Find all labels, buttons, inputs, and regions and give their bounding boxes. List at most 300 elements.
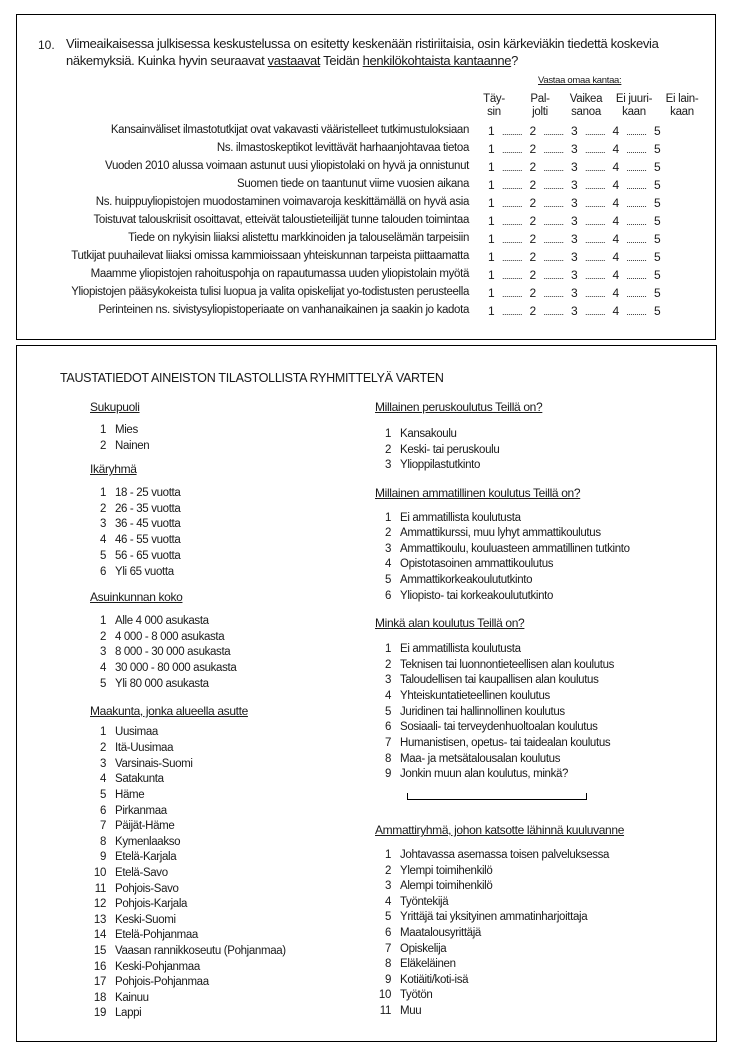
option-label: Itä-Uusimaa bbox=[115, 742, 174, 754]
region-option[interactable] bbox=[90, 929, 198, 941]
rating-option-1[interactable]: 1 bbox=[488, 124, 495, 138]
rating-option-3[interactable]: 3 bbox=[570, 196, 578, 210]
field-of-education-option[interactable] bbox=[375, 690, 550, 702]
dot-leader: .......... bbox=[543, 217, 564, 227]
region-option[interactable] bbox=[90, 976, 209, 988]
dot-leader: .......... bbox=[584, 307, 605, 317]
rating-option-2[interactable]: 2 bbox=[529, 160, 536, 174]
age-group-title: Ikäryhmä bbox=[90, 462, 137, 476]
rating-option-4[interactable]: 4 bbox=[612, 304, 619, 318]
vocational-education-option[interactable] bbox=[375, 512, 521, 524]
option-number[interactable]: 15 bbox=[93, 945, 106, 957]
field-of-education-option[interactable] bbox=[375, 706, 565, 718]
option-number[interactable]: 19 bbox=[93, 1007, 106, 1019]
option-label: Varsinais-Suomi bbox=[115, 758, 193, 770]
vocational-education-option[interactable] bbox=[375, 558, 553, 570]
dot-leader: .......... bbox=[584, 217, 605, 227]
occupation-group-option[interactable] bbox=[375, 865, 492, 877]
option-number[interactable]: 1 bbox=[384, 428, 391, 440]
option-label: Maa- ja metsätalousalan koulutus bbox=[400, 753, 561, 765]
dot-leader: .......... bbox=[584, 289, 605, 299]
rating-scale-row bbox=[488, 250, 660, 264]
rating-option-2[interactable]: 2 bbox=[529, 124, 536, 138]
option-number[interactable]: 3 bbox=[384, 459, 391, 471]
option-number[interactable]: 3 bbox=[99, 518, 106, 530]
rating-option-4[interactable]: 4 bbox=[612, 178, 619, 192]
statement-text: Toistuvat talouskriisit osoittavat, etteivät taloustieteilijät tunne talouden toimintaa bbox=[93, 214, 469, 226]
rating-option-4[interactable]: 4 bbox=[612, 124, 619, 138]
dot-leader: .......... bbox=[543, 199, 564, 209]
rating-option-2[interactable]: 2 bbox=[529, 232, 536, 246]
statement-text: Perinteinen ns. sivistysyliopistoperiaate on vanhanaikainen ja saakin jo kadota bbox=[98, 304, 469, 316]
region-option[interactable] bbox=[90, 758, 193, 770]
option-label: Satakunta bbox=[115, 773, 164, 785]
option-number[interactable]: 6 bbox=[384, 927, 391, 939]
rating-option-3[interactable]: 3 bbox=[570, 250, 578, 264]
gender-option[interactable] bbox=[90, 440, 149, 452]
occupation-group-option[interactable] bbox=[375, 943, 446, 955]
option-label: Pohjois-Savo bbox=[115, 883, 179, 895]
dot-leader: .......... bbox=[543, 253, 564, 263]
dot-leader: .......... bbox=[626, 145, 647, 155]
occupation-group-option[interactable] bbox=[375, 880, 492, 892]
option-label: 8 000 - 30 000 asukasta bbox=[115, 646, 231, 658]
rating-option-5[interactable]: 5 bbox=[653, 196, 661, 210]
vocational-education-option[interactable] bbox=[375, 574, 532, 586]
age-group-option[interactable] bbox=[90, 487, 180, 499]
rating-option-4[interactable]: 4 bbox=[612, 286, 619, 300]
option-number[interactable]: 5 bbox=[99, 678, 106, 690]
municipality-size-option[interactable] bbox=[90, 631, 224, 643]
option-number[interactable]: 13 bbox=[93, 914, 106, 926]
option-number[interactable]: 2 bbox=[99, 742, 106, 754]
option-label: Keski-Suomi bbox=[115, 914, 176, 926]
rating-scale-row bbox=[488, 178, 660, 192]
municipality-size-title: Asuinkunnan koko bbox=[90, 590, 183, 604]
rating-option-5[interactable]: 5 bbox=[653, 304, 661, 318]
option-label: Ylempi toimihenkilö bbox=[400, 865, 493, 877]
option-label: Yli 65 vuotta bbox=[115, 566, 174, 578]
field-of-education-option[interactable] bbox=[375, 659, 614, 671]
rating-option-1[interactable]: 1 bbox=[488, 286, 495, 300]
dot-leader: .......... bbox=[626, 217, 647, 227]
option-label: Etelä-Savo bbox=[115, 867, 168, 879]
rating-option-2[interactable]: 2 bbox=[529, 214, 536, 228]
rating-scale-row bbox=[488, 142, 660, 156]
option-label: Johtavassa asemassa toisen palveluksessa bbox=[400, 849, 610, 861]
dot-leader: .......... bbox=[501, 253, 522, 263]
rating-scale-row bbox=[488, 124, 660, 138]
option-label: Yrittäjä tai yksityinen ammatinharjoittaja bbox=[400, 911, 588, 923]
dot-leader: .......... bbox=[626, 307, 647, 317]
option-number[interactable]: 2 bbox=[99, 440, 106, 452]
option-number[interactable]: 5 bbox=[384, 574, 391, 586]
option-number[interactable]: 1 bbox=[99, 726, 106, 738]
occupation-group-option[interactable] bbox=[375, 989, 432, 1001]
dot-leader: .......... bbox=[543, 271, 564, 281]
option-number[interactable]: 4 bbox=[384, 558, 391, 570]
option-number[interactable]: 1 bbox=[384, 849, 391, 861]
occupation-group-option[interactable] bbox=[375, 849, 609, 861]
region-option[interactable] bbox=[90, 726, 158, 738]
question-text-underlined: henkilökohtaista kantaanne bbox=[362, 53, 512, 68]
region-option[interactable] bbox=[90, 883, 179, 895]
dot-leader: .......... bbox=[543, 289, 564, 299]
option-number[interactable]: 3 bbox=[384, 543, 391, 555]
rating-option-4[interactable]: 4 bbox=[612, 196, 619, 210]
dot-leader: .......... bbox=[626, 181, 647, 191]
age-group-option[interactable] bbox=[90, 503, 180, 515]
option-number[interactable]: 14 bbox=[93, 929, 106, 941]
option-number[interactable]: 7 bbox=[384, 737, 391, 749]
option-number[interactable]: 1 bbox=[99, 615, 106, 627]
option-number[interactable]: 1 bbox=[99, 487, 106, 499]
question-text bbox=[66, 35, 706, 69]
rating-option-3[interactable]: 3 bbox=[570, 124, 578, 138]
field-of-education-option[interactable] bbox=[375, 721, 598, 733]
option-number[interactable]: 6 bbox=[99, 566, 106, 578]
vocational-education-option[interactable] bbox=[375, 543, 630, 555]
scale-header-5: Ei lain- kaan bbox=[665, 93, 699, 118]
option-label: Ammattikurssi, muu lyhyt ammattikoulutus bbox=[400, 527, 601, 539]
rating-option-5[interactable]: 5 bbox=[653, 268, 661, 282]
option-number[interactable]: 6 bbox=[384, 721, 391, 733]
option-label: 56 - 65 vuotta bbox=[115, 550, 181, 562]
option-label: Keski-Pohjanmaa bbox=[115, 961, 200, 973]
rating-scale-row bbox=[488, 196, 660, 210]
rating-option-5[interactable]: 5 bbox=[653, 160, 661, 174]
region-option[interactable] bbox=[90, 742, 173, 754]
field-of-education-option[interactable] bbox=[375, 753, 560, 765]
dot-leader: .......... bbox=[501, 307, 522, 317]
municipality-size-option[interactable] bbox=[90, 646, 230, 658]
rating-option-2[interactable]: 2 bbox=[529, 142, 536, 156]
option-label: Muu bbox=[400, 1005, 422, 1017]
question-text-part: Teidän bbox=[320, 53, 363, 68]
option-number[interactable]: 8 bbox=[99, 836, 106, 848]
occupation-group-option[interactable] bbox=[375, 927, 481, 939]
rating-option-3[interactable]: 3 bbox=[570, 160, 578, 174]
rating-option-1[interactable]: 1 bbox=[488, 178, 495, 192]
scale-header-3: Vaikea sanoa bbox=[569, 93, 603, 118]
option-label: 18 - 25 vuotta bbox=[115, 487, 181, 499]
rating-option-1[interactable]: 1 bbox=[488, 196, 495, 210]
gender-title: Sukupuoli bbox=[90, 400, 140, 414]
region-option[interactable] bbox=[90, 867, 168, 879]
option-number[interactable]: 7 bbox=[99, 820, 106, 832]
basic-education-option[interactable] bbox=[375, 444, 499, 456]
region-option[interactable] bbox=[90, 914, 176, 926]
option-number[interactable]: 4 bbox=[99, 534, 106, 546]
option-number[interactable]: 4 bbox=[99, 773, 106, 785]
region-title: Maakunta, jonka alueella asutte bbox=[90, 704, 248, 718]
occupation-group-option[interactable] bbox=[375, 911, 587, 923]
rating-option-2[interactable]: 2 bbox=[529, 304, 536, 318]
region-option[interactable] bbox=[90, 945, 286, 957]
option-label: Vaasan rannikkoseutu (Pohjanmaa) bbox=[115, 945, 286, 957]
field-of-education-option[interactable] bbox=[375, 643, 521, 655]
option-number[interactable]: 5 bbox=[99, 789, 106, 801]
region-option[interactable] bbox=[90, 898, 187, 910]
dot-leader: .......... bbox=[584, 127, 605, 137]
region-option[interactable] bbox=[90, 961, 200, 973]
option-label: Päijät-Häme bbox=[115, 820, 175, 832]
option-label: Maatalousyrittäjä bbox=[400, 927, 481, 939]
dot-leader: .......... bbox=[543, 163, 564, 173]
scale-caption: Vastaa omaa kantaa: bbox=[538, 75, 622, 86]
scale-header-4: Ei juuri- kaan bbox=[615, 93, 653, 118]
option-number[interactable]: 2 bbox=[384, 865, 391, 877]
dot-leader: .......... bbox=[543, 307, 564, 317]
option-label: 4 000 - 8 000 asukasta bbox=[115, 631, 225, 643]
dot-leader: .......... bbox=[584, 253, 605, 263]
rating-option-1[interactable]: 1 bbox=[488, 214, 495, 228]
rating-option-3[interactable]: 3 bbox=[570, 178, 578, 192]
municipality-size-option[interactable] bbox=[90, 662, 236, 674]
dot-leader: .......... bbox=[501, 271, 522, 281]
rating-option-2[interactable]: 2 bbox=[529, 178, 536, 192]
occupation-group-option[interactable] bbox=[375, 958, 456, 970]
option-label: Alle 4 000 asukasta bbox=[115, 615, 209, 627]
field-of-education-option[interactable] bbox=[375, 737, 610, 749]
rating-option-3[interactable]: 3 bbox=[570, 286, 578, 300]
rating-option-1[interactable]: 1 bbox=[488, 268, 495, 282]
age-group-option[interactable] bbox=[90, 518, 180, 530]
region-option[interactable] bbox=[90, 773, 164, 785]
option-label: Ei ammatillista koulutusta bbox=[400, 643, 521, 655]
vocational-education-option[interactable] bbox=[375, 527, 601, 539]
option-number[interactable]: 8 bbox=[384, 958, 391, 970]
rating-option-4[interactable]: 4 bbox=[612, 160, 619, 174]
rating-scale-row bbox=[488, 214, 660, 228]
gender-option[interactable] bbox=[90, 424, 138, 436]
option-number[interactable]: 2 bbox=[99, 631, 106, 643]
age-group-option[interactable] bbox=[90, 566, 174, 578]
region-option[interactable] bbox=[90, 1007, 141, 1019]
dot-leader: .......... bbox=[543, 235, 564, 245]
statement-text: Tiede on nykyisin liiaksi alistettu markkinoiden ja talouselämän tarpeisiin bbox=[128, 232, 469, 244]
option-label: Yli 80 000 asukasta bbox=[115, 678, 209, 690]
basic-education-option[interactable] bbox=[375, 428, 457, 440]
vocational-education-option[interactable] bbox=[375, 590, 553, 602]
option-number[interactable]: 11 bbox=[94, 883, 106, 895]
rating-option-2[interactable]: 2 bbox=[529, 268, 536, 282]
dot-leader: .......... bbox=[584, 271, 605, 281]
rating-option-4[interactable]: 4 bbox=[612, 142, 619, 156]
option-number[interactable]: 3 bbox=[384, 880, 391, 892]
option-label: Eläkeläinen bbox=[400, 958, 456, 970]
age-group-option[interactable] bbox=[90, 534, 180, 546]
option-number[interactable]: 3 bbox=[99, 646, 106, 658]
statement-text: Ns. huippuyliopistojen muodostaminen voimavaroja keskittämällä on hyvä asia bbox=[95, 196, 469, 208]
rating-option-1[interactable]: 1 bbox=[488, 250, 495, 264]
region-option[interactable] bbox=[90, 805, 167, 817]
option-label: Etelä-Karjala bbox=[115, 851, 177, 863]
dot-leader: .......... bbox=[501, 289, 522, 299]
option-number[interactable]: 10 bbox=[378, 989, 391, 1001]
rating-option-3[interactable]: 3 bbox=[570, 214, 578, 228]
region-option[interactable] bbox=[90, 851, 176, 863]
rating-option-2[interactable]: 2 bbox=[529, 250, 536, 264]
dot-leader: .......... bbox=[543, 127, 564, 137]
rating-option-1[interactable]: 1 bbox=[488, 304, 495, 318]
dot-leader: .......... bbox=[543, 181, 564, 191]
option-number[interactable]: 9 bbox=[384, 768, 391, 780]
rating-option-3[interactable]: 3 bbox=[570, 304, 578, 318]
rating-option-5[interactable]: 5 bbox=[653, 142, 661, 156]
option-number[interactable]: 3 bbox=[384, 674, 391, 686]
dot-leader: .......... bbox=[584, 235, 605, 245]
dot-leader: .......... bbox=[584, 199, 605, 209]
rating-option-4[interactable]: 4 bbox=[612, 268, 619, 282]
option-number[interactable]: 4 bbox=[384, 690, 391, 702]
question-text-part: ? bbox=[511, 53, 518, 68]
option-number[interactable]: 9 bbox=[99, 851, 106, 863]
field-of-education-option[interactable] bbox=[375, 674, 598, 686]
option-label: Häme bbox=[115, 789, 145, 801]
dot-leader: .......... bbox=[584, 181, 605, 191]
option-number[interactable]: 11 bbox=[379, 1005, 391, 1017]
option-label: 36 - 45 vuotta bbox=[115, 518, 181, 530]
option-label: Pohjois-Pohjanmaa bbox=[115, 976, 209, 988]
rating-option-5[interactable]: 5 bbox=[653, 178, 661, 192]
dot-leader: .......... bbox=[543, 145, 564, 155]
rating-option-4[interactable]: 4 bbox=[612, 214, 619, 228]
option-label: Taloudellisen tai kaupallisen alan koulutus bbox=[400, 674, 599, 686]
dot-leader: .......... bbox=[626, 235, 647, 245]
option-label: Uusimaa bbox=[115, 726, 158, 738]
rating-option-5[interactable]: 5 bbox=[653, 286, 661, 300]
option-number[interactable]: 1 bbox=[384, 643, 391, 655]
region-option[interactable] bbox=[90, 992, 149, 1004]
option-number[interactable]: 16 bbox=[93, 961, 106, 973]
option-number[interactable]: 12 bbox=[93, 898, 106, 910]
option-number[interactable]: 4 bbox=[384, 896, 391, 908]
option-label: Ammattikorkeakoulututkinto bbox=[400, 574, 533, 586]
rating-scale-row bbox=[488, 232, 660, 246]
question-text-underlined: vastaavat bbox=[267, 53, 321, 68]
statement-text: Ns. ilmastoskeptikot levittävät harhaanjohtavaa tietoa bbox=[216, 142, 469, 154]
rating-option-2[interactable]: 2 bbox=[529, 196, 536, 210]
option-label: Yliopisto- tai korkeakoulututkinto bbox=[400, 590, 554, 602]
option-number[interactable]: 8 bbox=[384, 753, 391, 765]
rating-scale-row bbox=[488, 286, 660, 300]
occupation-group-option[interactable] bbox=[375, 1005, 421, 1017]
option-number[interactable]: 17 bbox=[93, 976, 106, 988]
rating-option-3[interactable]: 3 bbox=[570, 268, 578, 282]
option-number[interactable]: 2 bbox=[384, 659, 391, 671]
rating-option-5[interactable]: 5 bbox=[653, 124, 661, 138]
option-label: Humanistisen, opetus- tai taidealan koulutus bbox=[400, 737, 611, 749]
dot-leader: .......... bbox=[501, 235, 522, 245]
option-number[interactable]: 5 bbox=[384, 911, 391, 923]
rating-option-3[interactable]: 3 bbox=[570, 142, 578, 156]
option-label: Mies bbox=[115, 424, 138, 436]
option-label: Pohjois-Karjala bbox=[115, 898, 188, 910]
rating-option-1[interactable]: 1 bbox=[488, 142, 495, 156]
option-number[interactable]: 5 bbox=[99, 550, 106, 562]
rating-option-4[interactable]: 4 bbox=[612, 232, 619, 246]
statement-text: Yliopistojen pääsykokeista tulisi luopua ja valita opiskelijat yo-todistusten perusteella bbox=[71, 286, 469, 298]
option-number[interactable]: 2 bbox=[384, 444, 391, 456]
basic-education-option[interactable] bbox=[375, 459, 480, 471]
dot-leader: .......... bbox=[626, 253, 647, 263]
rating-option-2[interactable]: 2 bbox=[529, 286, 536, 300]
rating-option-1[interactable]: 1 bbox=[488, 232, 495, 246]
option-number[interactable]: 7 bbox=[384, 943, 391, 955]
option-number[interactable]: 2 bbox=[99, 503, 106, 515]
dot-leader: .......... bbox=[501, 163, 522, 173]
field-of-education-option[interactable] bbox=[375, 768, 568, 780]
option-label: Juridinen tai hallinnollinen koulutus bbox=[400, 706, 565, 718]
option-number[interactable]: 5 bbox=[384, 706, 391, 718]
municipality-size-option[interactable] bbox=[90, 615, 209, 627]
rating-option-1[interactable]: 1 bbox=[488, 160, 495, 174]
option-number[interactable]: 18 bbox=[93, 992, 106, 1004]
vocational-education-title: Millainen ammatillinen koulutus Teillä on? bbox=[375, 486, 581, 500]
option-label: Lappi bbox=[115, 1007, 142, 1019]
occupation-group-option[interactable] bbox=[375, 974, 468, 986]
dot-leader: .......... bbox=[626, 199, 647, 209]
option-label: Työtön bbox=[400, 989, 433, 1001]
rating-scale-row bbox=[488, 268, 660, 282]
option-label: Kainuu bbox=[115, 992, 149, 1004]
option-label: Pirkanmaa bbox=[115, 805, 167, 817]
option-label: Kansakoulu bbox=[400, 428, 457, 440]
rating-option-3[interactable]: 3 bbox=[570, 232, 578, 246]
age-group-option[interactable] bbox=[90, 550, 180, 562]
option-number[interactable]: 1 bbox=[384, 512, 391, 524]
option-number[interactable]: 4 bbox=[99, 662, 106, 674]
rating-option-5[interactable]: 5 bbox=[653, 214, 661, 228]
dot-leader: .......... bbox=[584, 145, 605, 155]
rating-scale-row bbox=[488, 304, 660, 318]
option-number[interactable]: 1 bbox=[99, 424, 106, 436]
option-label: Yhteiskuntatieteellinen koulutus bbox=[400, 690, 550, 702]
option-number[interactable]: 3 bbox=[99, 758, 106, 770]
rating-option-5[interactable]: 5 bbox=[653, 250, 661, 264]
region-option[interactable] bbox=[90, 836, 180, 848]
option-label: Kotiäiti/koti-isä bbox=[400, 974, 469, 986]
option-number[interactable]: 10 bbox=[93, 867, 106, 879]
rating-option-4[interactable]: 4 bbox=[612, 250, 619, 264]
region-option[interactable] bbox=[90, 820, 174, 832]
option-label: Ylioppilastutkinto bbox=[400, 459, 481, 471]
section-title: TAUSTATIEDOT AINEISTON TILASTOLLISTA RYHMITTELYÄ VARTEN bbox=[60, 371, 444, 385]
municipality-size-option[interactable] bbox=[90, 678, 209, 690]
dot-leader: .......... bbox=[626, 289, 647, 299]
scale-header-1: Täy- sin bbox=[483, 93, 505, 118]
option-number[interactable]: 2 bbox=[384, 527, 391, 539]
option-label: Keski- tai peruskoulu bbox=[400, 444, 500, 456]
option-label: Etelä-Pohjanmaa bbox=[115, 929, 198, 941]
statement-text: Suomen tiede on taantunut viime vuosien aikana bbox=[237, 178, 469, 190]
option-number[interactable]: 9 bbox=[384, 974, 391, 986]
option-label: Opistotasoinen ammattikoulutus bbox=[400, 558, 554, 570]
dot-leader: .......... bbox=[626, 163, 647, 173]
region-option[interactable] bbox=[90, 789, 144, 801]
option-number[interactable]: 6 bbox=[99, 805, 106, 817]
rating-option-5[interactable]: 5 bbox=[653, 232, 661, 246]
other-field-write-line[interactable] bbox=[407, 793, 587, 800]
option-label: Ei ammatillista koulutusta bbox=[400, 512, 521, 524]
option-number[interactable]: 6 bbox=[384, 590, 391, 602]
occupation-group-option[interactable] bbox=[375, 896, 448, 908]
dot-leader: .......... bbox=[501, 127, 522, 137]
statement-text: Vuoden 2010 alussa voimaan astunut uusi yliopistolaki on hyvä ja onnistunut bbox=[105, 160, 469, 172]
scale-header-2: Pal- jolti bbox=[530, 93, 550, 118]
dot-leader: .......... bbox=[584, 163, 605, 173]
